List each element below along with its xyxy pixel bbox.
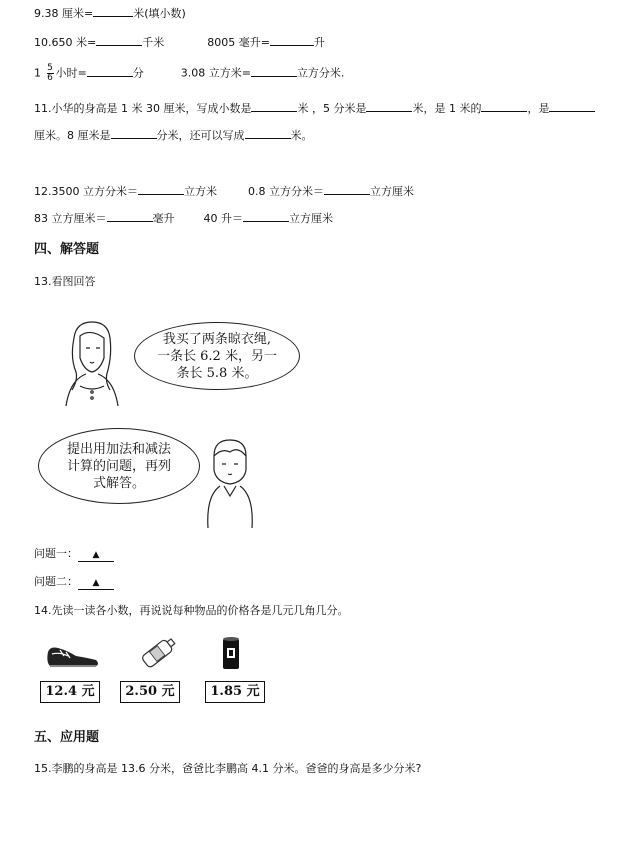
question-14-title: 14.先读一读各小数，再说说每种物品的价格各是几元几角几分。	[34, 604, 349, 617]
q9-text-a: 9.38 厘米=	[34, 7, 94, 20]
q9-text-b: 米(填小数)	[133, 7, 186, 20]
q11-text-f: 分米，还可以写成	[156, 129, 245, 142]
question-15: 15.李鹏的身高是 13.6 分米，爸爸比李鹏高 4.1 分米。爸爸的身高是多少分米?	[34, 762, 422, 775]
q11-text-e: 厘米。8 厘米是	[34, 129, 111, 142]
q10b-pre: 1	[34, 66, 41, 80]
answer-blank[interactable]	[107, 210, 153, 222]
q12-text-c: 0.8 立方分米＝	[247, 185, 324, 198]
bubble1-line: 一条长 6.2 米，另一	[157, 348, 277, 364]
q10b-text-a: 小时=	[55, 66, 87, 80]
q11-text-a: 11.小华的身高是 1 米 30 厘米，写成小数是	[34, 102, 252, 115]
section-heading-5: 五、应用题	[34, 730, 100, 745]
question-13-answer-1	[34, 546, 114, 562]
q10b-text-c: 3.08 立方米=	[180, 66, 251, 80]
bubble1-line: 条长 5.8 米。	[176, 365, 258, 381]
answer-label: 问题二：	[34, 575, 78, 588]
question-10	[34, 34, 325, 51]
answer-blank[interactable]	[245, 127, 291, 139]
q10-text-a: 10.650 米=	[34, 36, 97, 49]
answer-blank-triangle[interactable]: ▲	[78, 577, 114, 590]
q11-text-g: 米。	[290, 129, 313, 142]
question-12-line2	[34, 210, 333, 227]
girl-illustration	[50, 318, 140, 410]
q12-text-d: 立方厘米	[369, 185, 414, 198]
q12-text-f: 毫升	[152, 212, 175, 225]
q10b-text-b: 分	[132, 66, 144, 80]
q12-text-e: 83 立方厘米＝	[34, 212, 107, 225]
shoe-icon	[46, 642, 100, 670]
answer-blank[interactable]	[111, 127, 157, 139]
answer-blank[interactable]	[96, 34, 142, 46]
answer-blank[interactable]	[87, 65, 133, 77]
section-heading-4: 四、解答题	[34, 242, 100, 257]
fraction-numerator: 5	[47, 63, 53, 73]
speech-bubble-boy	[38, 428, 200, 504]
q12-text-h: 立方厘米	[289, 212, 333, 225]
question-11-line1	[34, 100, 595, 117]
price-tag-bottle: 2.50 元	[120, 681, 180, 703]
can-icon	[222, 636, 240, 670]
answer-blank[interactable]	[324, 183, 370, 195]
bubble2-line: 式解答。	[92, 475, 145, 491]
speech-bubble-girl	[134, 322, 300, 390]
question-13-title: 13.看图回答	[34, 275, 96, 288]
price-tag-shoe: 12.4 元	[40, 681, 100, 703]
bubble1-line: 我买了两条晾衣绳,	[162, 331, 272, 347]
answer-blank-triangle[interactable]: ▲	[78, 549, 114, 562]
answer-blank[interactable]	[138, 183, 184, 195]
answer-blank[interactable]	[251, 100, 297, 112]
answer-blank[interactable]	[270, 34, 314, 46]
boy-illustration	[198, 436, 262, 532]
answer-blank[interactable]	[481, 100, 527, 112]
question-10b	[34, 64, 344, 83]
q10-text-d: 升	[313, 36, 325, 49]
bubble2-line: 计算的问题，再列	[66, 458, 171, 474]
answer-blank[interactable]	[243, 210, 289, 222]
fraction	[47, 64, 54, 83]
q11-text-b: 米 ，5 分米是	[297, 102, 367, 115]
price-tag-can: 1.85 元	[205, 681, 265, 703]
q10-text-c: 8005 毫升=	[207, 36, 270, 49]
q12-text-b: 立方米	[183, 185, 217, 198]
q10-text-b: 千米	[142, 36, 165, 49]
answer-blank[interactable]	[366, 100, 412, 112]
q12-text-g: 40 升＝	[203, 212, 243, 225]
answer-label: 问题一：	[34, 547, 78, 560]
fraction-denominator: 6	[47, 73, 53, 83]
q12-text-a: 12.3500 立方分米＝	[34, 185, 138, 198]
question-13-answer-2	[34, 574, 114, 590]
answer-blank[interactable]	[251, 65, 297, 77]
question-12-line1	[34, 183, 414, 200]
q11-text-c: 米，是 1 米的	[412, 102, 482, 115]
q11-text-d: ，是	[527, 102, 550, 115]
bottle-icon	[135, 637, 179, 673]
bubble2-line: 提出用加法和减法	[66, 441, 171, 457]
answer-blank[interactable]	[93, 5, 133, 17]
question-9	[34, 5, 186, 22]
q10b-text-d: 立方分米.	[296, 66, 345, 80]
answer-blank[interactable]	[549, 100, 595, 112]
question-11-line2	[34, 127, 313, 144]
